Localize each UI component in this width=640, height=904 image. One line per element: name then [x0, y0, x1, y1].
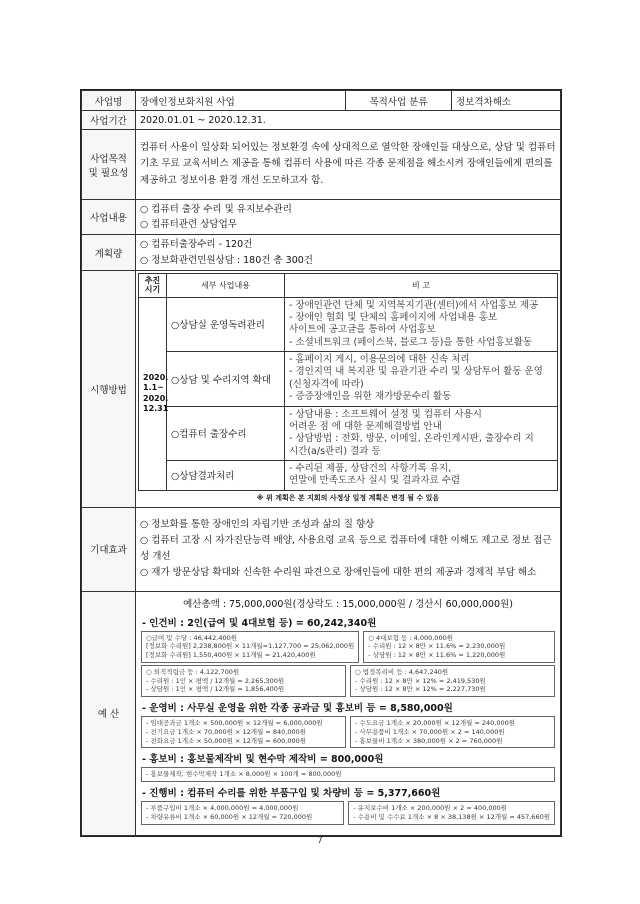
budget-box	[141, 767, 555, 782]
label-plan: 계획량	[82, 235, 136, 270]
page-number: 7	[317, 836, 323, 846]
label-purpose: 사업목적 및 필요성	[82, 130, 136, 200]
label-effect: 기대효과	[82, 507, 136, 591]
budget-section-promotion: - 홍보비 : 홍보물제작비 및 현수막 제작비 = 800,000원	[142, 754, 384, 766]
header-detail: 세부 사업내용	[167, 273, 285, 297]
budget-line: - 수리원 : 12 × 8만 × 11.6% = 2,230,000원	[368, 642, 506, 651]
budget-line: - 수리원 : 1인 × 평액 / 12개월 = 2,265,300원	[146, 676, 285, 685]
label-method: 시행방법	[82, 270, 136, 507]
schedule-note: ※ 위 계획은 본 지회의 사정상 일정 계획은 변경 될 수 있음	[256, 493, 440, 502]
label-period: 사업기간	[82, 111, 136, 130]
label-category: 목적사업 분류	[346, 91, 452, 111]
budget-line: - 상담원 : 12 × 8만 × 12% = 2,227,730원	[355, 685, 486, 694]
effect-item-1: ○ 정보화를 통한 장애인의 자립기반 조성과 삶의 질 향상	[140, 518, 375, 530]
value-purpose: 컴퓨터 사용이 일상화 되어있는 정보환경 속에 상대적으로 열악한 장애인들 대상으로, 상담 및 컴퓨터 기초 무료 교육서비스 제공을 통해 컴퓨터 사용에 따른 각종 문제점을 해소시켜 장애인들에게 편의를 제공하고 정보이용 환경 개선 도모하고자 함.	[136, 130, 561, 200]
document-page	[80, 89, 562, 837]
header-timing: 추진 시기	[139, 273, 167, 297]
budget-box	[141, 801, 344, 825]
budget-line: ○급여 및 수당 : 46,442,400원	[146, 633, 238, 642]
budget-box	[141, 716, 346, 748]
detail-row: ○컴퓨터 출장수리	[167, 406, 285, 460]
budget-line: - 부품구입비 1개소 × 4,000,000원 = 4,000,000원	[146, 804, 299, 813]
budget-line: - 전화요금 1개소 × 50,000원 × 12개월 = 600,000원	[146, 736, 307, 745]
budget-total: 예산총액 : 75,000,000원(경상락도 : 15,000,000원 / 경산시 60,000,000원)	[183, 598, 513, 610]
content-item-1: ○ 컴퓨터 출장 수리 및 유지보수관리	[140, 204, 292, 215]
timing-period: 2020. 1.1~ 2020. 12.31	[139, 297, 167, 490]
label-budget: 예 산	[82, 591, 136, 835]
detail-row: ○상담실 운영독려관리	[167, 297, 285, 351]
value-project-name: 장애인정보화지원 사업	[136, 91, 346, 111]
budget-line: - 전기요금 1개소 × 70,000원 × 12개월 = 840,000원	[146, 727, 307, 736]
budget-box	[141, 631, 359, 663]
budget-line: - 차량유류비 1개소 × 60,000원 × 12개월 = 720,000원	[146, 812, 313, 821]
budget-line: - 홍보물비 1개소 × 380,000원 × 2 = 760,000원	[355, 736, 503, 745]
remarks-row: - 수리된 제품, 상담건의 사항기록 유지, 연말에 만족도조사 실시 및 결과자료 수렴	[285, 460, 558, 490]
remarks-row: - 홈페이지 게시, 이용문의에 대한 신속 처리 - 경인지역 내 복지관 및 유관기관 수리 및 상담투어 활동 운영 (신청자격에 따라) - 증증장애인을 위한 재가방문수리 활동	[285, 352, 558, 406]
budget-box	[350, 716, 555, 748]
detail-row: ○상담결과처리	[167, 460, 285, 490]
budget-line: - 임대공과금 1개소 × 500,000원 × 12개월 = 6,000,000원	[146, 719, 323, 728]
label-content: 사업내용	[82, 200, 136, 235]
budget-section-personnel: - 인건비 : 2인(급여 및 4대보험 등) = 60,242,340원	[142, 617, 377, 629]
remarks-row: - 상담내용 : 소프트웨어 설정 및 컴퓨터 사용시 어려운 점 에 대한 문제해결방법 안내 - 상담방법 : 전화, 방문, 이메일, 온라인게시판, 출장수리 지 시간(a/s관리) 결과 등	[285, 406, 558, 460]
plan-item-1: ○ 컴퓨터출장수리 - 120건	[140, 239, 253, 251]
content-item-2: ○ 컴퓨터관련 상담업무	[140, 219, 237, 231]
budget-line: [정보화 수리원] 1,550,400원 × 11개월 = 21,420,400원	[146, 651, 316, 660]
effect-item-3: ○ 재가 방문상담 확대와 신속한 수리원 파견으로 장애인들에 대한 편의 제공과 경제적 부담 해소	[140, 567, 537, 579]
budget-line: - 수용비 및 수수료 1개소 × 8 × 38,138원 × 12개월 = 457,660원	[353, 812, 550, 821]
plan-item-2: ○ 정보화관련민원상담 : 180건 총 300건	[140, 254, 313, 266]
budget-line: ○ 법정복리비 등 : 4,647,240원	[355, 667, 449, 676]
budget-section-progress: - 진행비 : 컴퓨터 수리를 위한 부품구입 및 차량비 등 = 5,377,660원	[142, 788, 441, 800]
remarks-row: - 장애인관련 단체 및 지역복지기관(센터)에서 사업홍보 제공 - 장애인 협회 및 단체의 홈페이지에 사업내용 홍보 사이트에 공고글을 통하여 사업홍보 - 소셜네트워크 (페이스북, 블로그 등)을 통한 사업홍보활동	[285, 297, 558, 351]
budget-box	[348, 801, 555, 825]
budget-line: - 홍보물제작, 현수막제작 1개소 × 8,000원 × 100개 = 800,000원	[146, 770, 342, 779]
budget-line: - 수도요금 1개소 × 20,000원 × 12개월 = 240,000원	[355, 719, 516, 728]
budget-box	[363, 631, 555, 663]
schedule-table	[138, 273, 558, 505]
budget-line: - 수리원 : 12 × 8만 × 12% = 2,419,530원	[355, 676, 486, 685]
budget-line: - 유지보수비 1개소 × 200,000원 × 2 = 400,000원	[353, 804, 508, 813]
detail-row: ○상담 및 수리지역 확대	[167, 352, 285, 406]
label-project-name: 사업명	[82, 91, 136, 111]
effect-item-2: ○ 컴퓨터 고장 시 자가진단능력 배양, 사용요령 교육 등으로 컴퓨터에 대한 이해도 제고로 정보 접근성 개선	[140, 534, 552, 563]
budget-line: ○ 퇴직적립금 등 : 4,122,700원	[146, 667, 240, 676]
budget-box	[350, 665, 555, 697]
budget-line: - 상담원 : 12 × 8만 × 11.6% = 1,220,000원	[368, 651, 506, 660]
budget-line: ○ 4대보험 등 : 4,000,000원	[368, 633, 453, 642]
budget-line: - 사무용품비 1개소 × 70,000원 × 2 = 140,000원	[355, 727, 505, 736]
budget-section-operation: - 운영비 : 사무실 운영을 위한 각종 공과금 및 홍보비 등 = 8,580,000원	[142, 703, 453, 715]
budget-line: [정보화 수리원] 2,238,800원 × 11개월=1,127,700 = 25,062,000원	[146, 642, 355, 651]
budget-line: - 상담원 : 1인 × 평액 / 12개월 = 1,856,400원	[146, 685, 285, 694]
budget-box	[141, 665, 346, 697]
header-remarks: 비 고	[285, 273, 558, 297]
value-category: 정보격차해소	[452, 91, 561, 111]
value-period: 2020.01.01 ~ 2020.12.31.	[136, 111, 561, 130]
